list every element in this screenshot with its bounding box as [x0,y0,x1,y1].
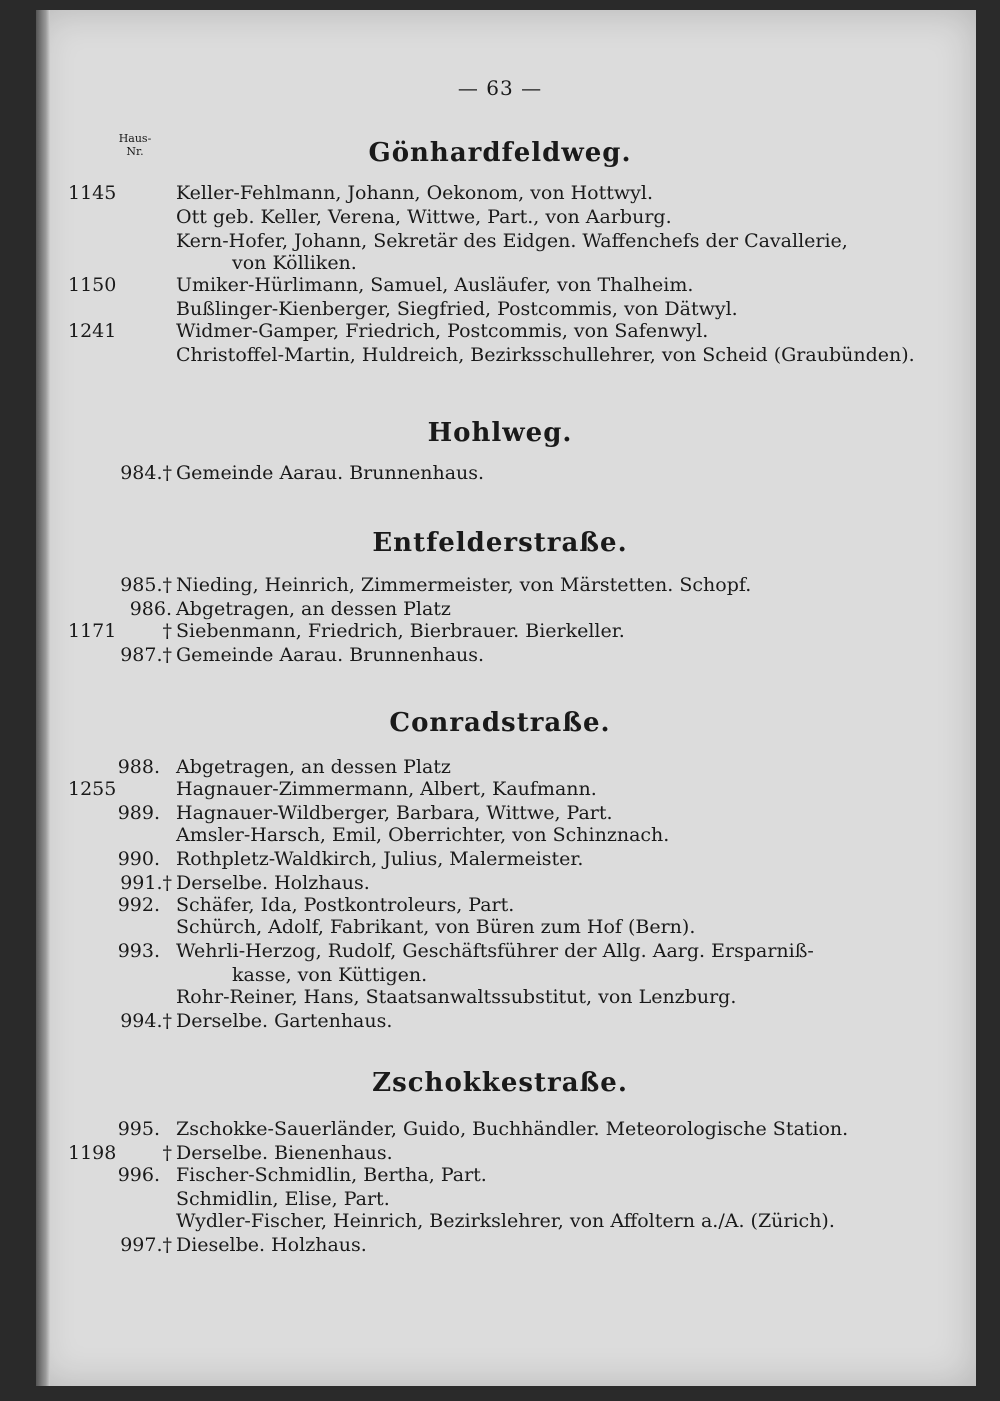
list-item: Schmidlin, Elise, Part. [176,1188,390,1210]
list-item: Widmer-Gamper, Friedrich, Postcommis, von Safenwyl. [176,320,709,342]
list-item: Gemeinde Aarau. Brunnenhaus. [176,644,485,666]
house-number: 996. [117,1164,160,1186]
list-item: Amsler-Harsch, Emil, Oberrichter, von Schinznach. [176,824,670,846]
list-item: Siebenmann, Friedrich, Bierbrauer. Bierkeller. [176,620,625,642]
list-item: Christoffel-Martin, Huldreich, Bezirksschullehrer, von Scheid (Graubünden). [176,344,915,366]
list-item: Derselbe. Holzhaus. [176,872,370,894]
list-item: Abgetragen, an dessen Platz [176,756,451,778]
list-item: Gemeinde Aarau. Brunnenhaus. [176,462,485,484]
list-item: Derselbe. Bienenhaus. [176,1142,393,1164]
left-number: 1150 [68,274,117,296]
list-item: Bußlinger-Kienberger, Siegfried, Postcommis, von Dätwyl. [176,298,738,320]
list-item: Hagnauer-Zimmermann, Albert, Kaufmann. [176,778,597,800]
left-number: 1145 [68,182,117,204]
haus-nr-label-line2: Nr. [126,145,144,158]
list-item: Nieding, Heinrich, Zimmermeister, von Märstetten. Schopf. [176,574,752,596]
list-item: Zschokke-Sauerländer, Guido, Buchhändler. Meteorologische Station. [176,1118,849,1140]
list-item: Wehrli-Herzog, Rudolf, Geschäftsführer der Allg. Aarg. Ersparniß- [176,940,814,962]
list-item: Abgetragen, an dessen Platz [176,598,451,620]
section-title-entfelderstrasse: Entfelderstraße. [372,528,628,558]
list-item: Ott geb. Keller, Verena, Wittwe, Part., von Aarburg. [176,206,672,228]
section-title-zschokkestrasse: Zschokkestraße. [372,1068,628,1098]
section-title-conradstrasse: Conradstraße. [389,708,611,738]
list-item: Hagnauer-Wildberger, Barbara, Wittwe, Part. [176,802,613,824]
list-item: Rothpletz-Waldkirch, Julius, Malermeister. [176,848,584,870]
page-number: — 63 — [457,76,543,100]
house-number: 993. [117,940,160,962]
left-number: 1241 [68,320,117,342]
list-item: von Kölliken. [232,252,357,274]
house-number: † [162,620,172,642]
book-binding [36,10,50,1386]
house-number: 987.† [120,644,172,666]
list-item: Fischer-Schmidlin, Bertha, Part. [176,1164,487,1186]
left-number: 1171 [68,620,117,642]
list-item: Rohr-Reiner, Hans, Staatsanwaltssubstitut, von Lenzburg. [176,986,737,1008]
house-number: 990. [117,848,160,870]
list-item: Keller-Fehlmann, Johann, Oekonom, von Hottwyl. [176,182,653,204]
house-number: 988. [117,756,160,778]
left-number: 1198 [68,1142,117,1164]
house-number: 985.† [120,574,172,596]
list-item: Derselbe. Gartenhaus. [176,1010,393,1032]
list-item: Schürch, Adolf, Fabrikant, von Büren zum Hof (Bern). [176,916,696,938]
house-number: 997.† [120,1234,172,1256]
list-item: Kern-Hofer, Johann, Sekretär des Eidgen. Waffenchefs der Cavallerie, [176,230,848,252]
house-number: 994.† [120,1010,172,1032]
haus-nr-label-line1: Haus- [118,132,152,145]
list-item: Dieselbe. Holzhaus. [176,1234,367,1256]
list-item: kasse, von Küttigen. [232,964,428,986]
house-number: 984.† [120,462,172,484]
section-title-hohlweg: Hohlweg. [427,418,573,448]
house-number: † [162,1142,172,1164]
left-number: 1255 [68,778,117,800]
list-item: Umiker-Hürlimann, Samuel, Ausläufer, von Thalheim. [176,274,694,296]
house-number: 986. [129,598,172,620]
section-title-goenhardfeldweg: Gönhardfeldweg. [368,138,632,168]
house-number: 991.† [120,872,172,894]
house-number: 992. [117,894,160,916]
list-item: Wydler-Fischer, Heinrich, Bezirkslehrer, von Affoltern a./A. (Zürich). [176,1210,835,1232]
house-number: 995. [117,1118,160,1140]
house-number: 989. [117,802,160,824]
list-item: Schäfer, Ida, Postkontroleurs, Part. [176,894,515,916]
